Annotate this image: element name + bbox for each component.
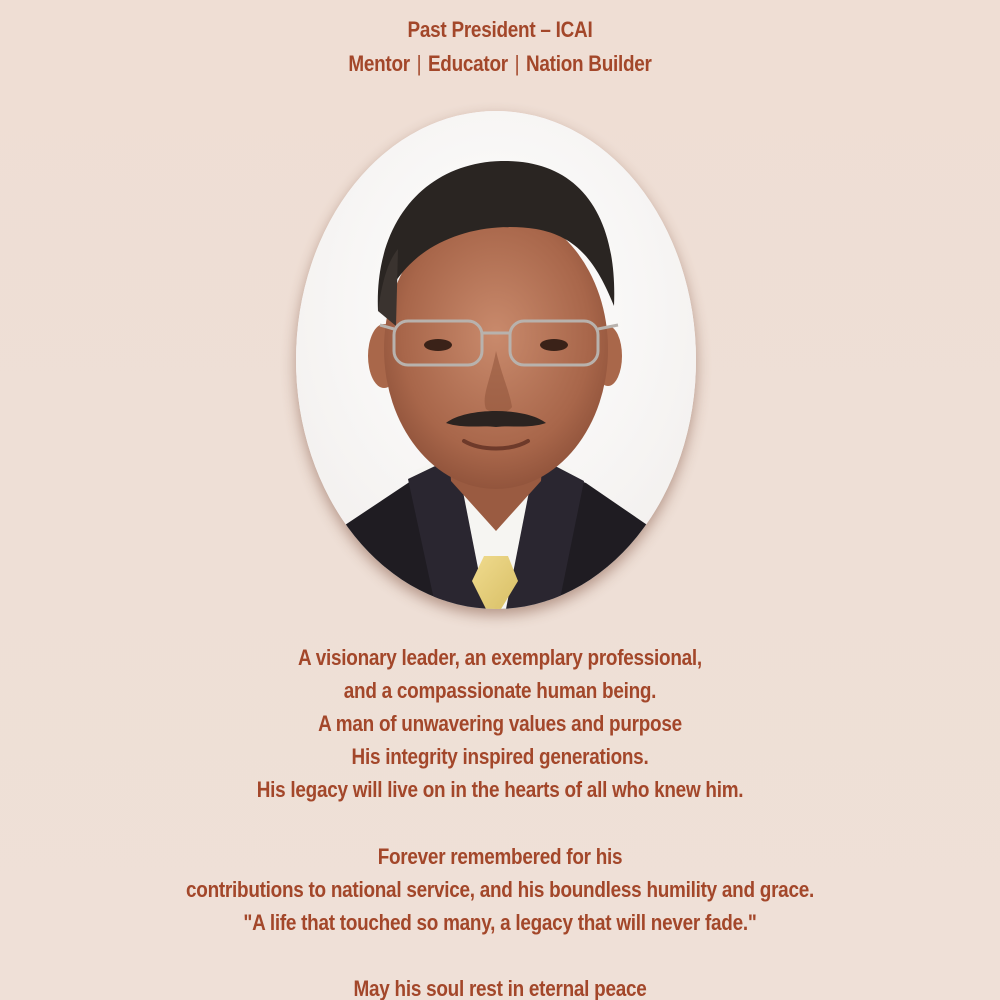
tribute-line: and a compassionate human being.	[343, 678, 657, 703]
remembrance-line: Forever remembered for his	[377, 844, 623, 869]
role-separator: |	[514, 51, 520, 76]
header-roles	[70, 51, 930, 77]
role-educator: Educator	[427, 51, 508, 76]
role-nation-builder: Nation Builder	[525, 51, 652, 76]
tribute-line: A visionary leader, an exemplary professional,	[298, 645, 702, 670]
role-separator: |	[416, 51, 422, 76]
tribute-line: A man of unwavering values and purpose	[318, 711, 682, 736]
remembrance-line: "A life that touched so many, a legacy that will never fade."	[243, 910, 757, 935]
portrait-illustration	[296, 111, 696, 609]
closing-line: May his soul rest in eternal peace	[353, 976, 647, 1000]
portrait-photo	[296, 111, 696, 609]
header-title: Past President – ICAI	[407, 17, 593, 42]
tribute-line: His integrity inspired generations.	[351, 744, 649, 769]
role-mentor: Mentor	[348, 51, 410, 76]
remembrance-line: contributions to national service, and his boundless humility and grace.	[186, 877, 814, 902]
tribute-line: His legacy will live on in the hearts of all who knew him.	[256, 777, 744, 802]
